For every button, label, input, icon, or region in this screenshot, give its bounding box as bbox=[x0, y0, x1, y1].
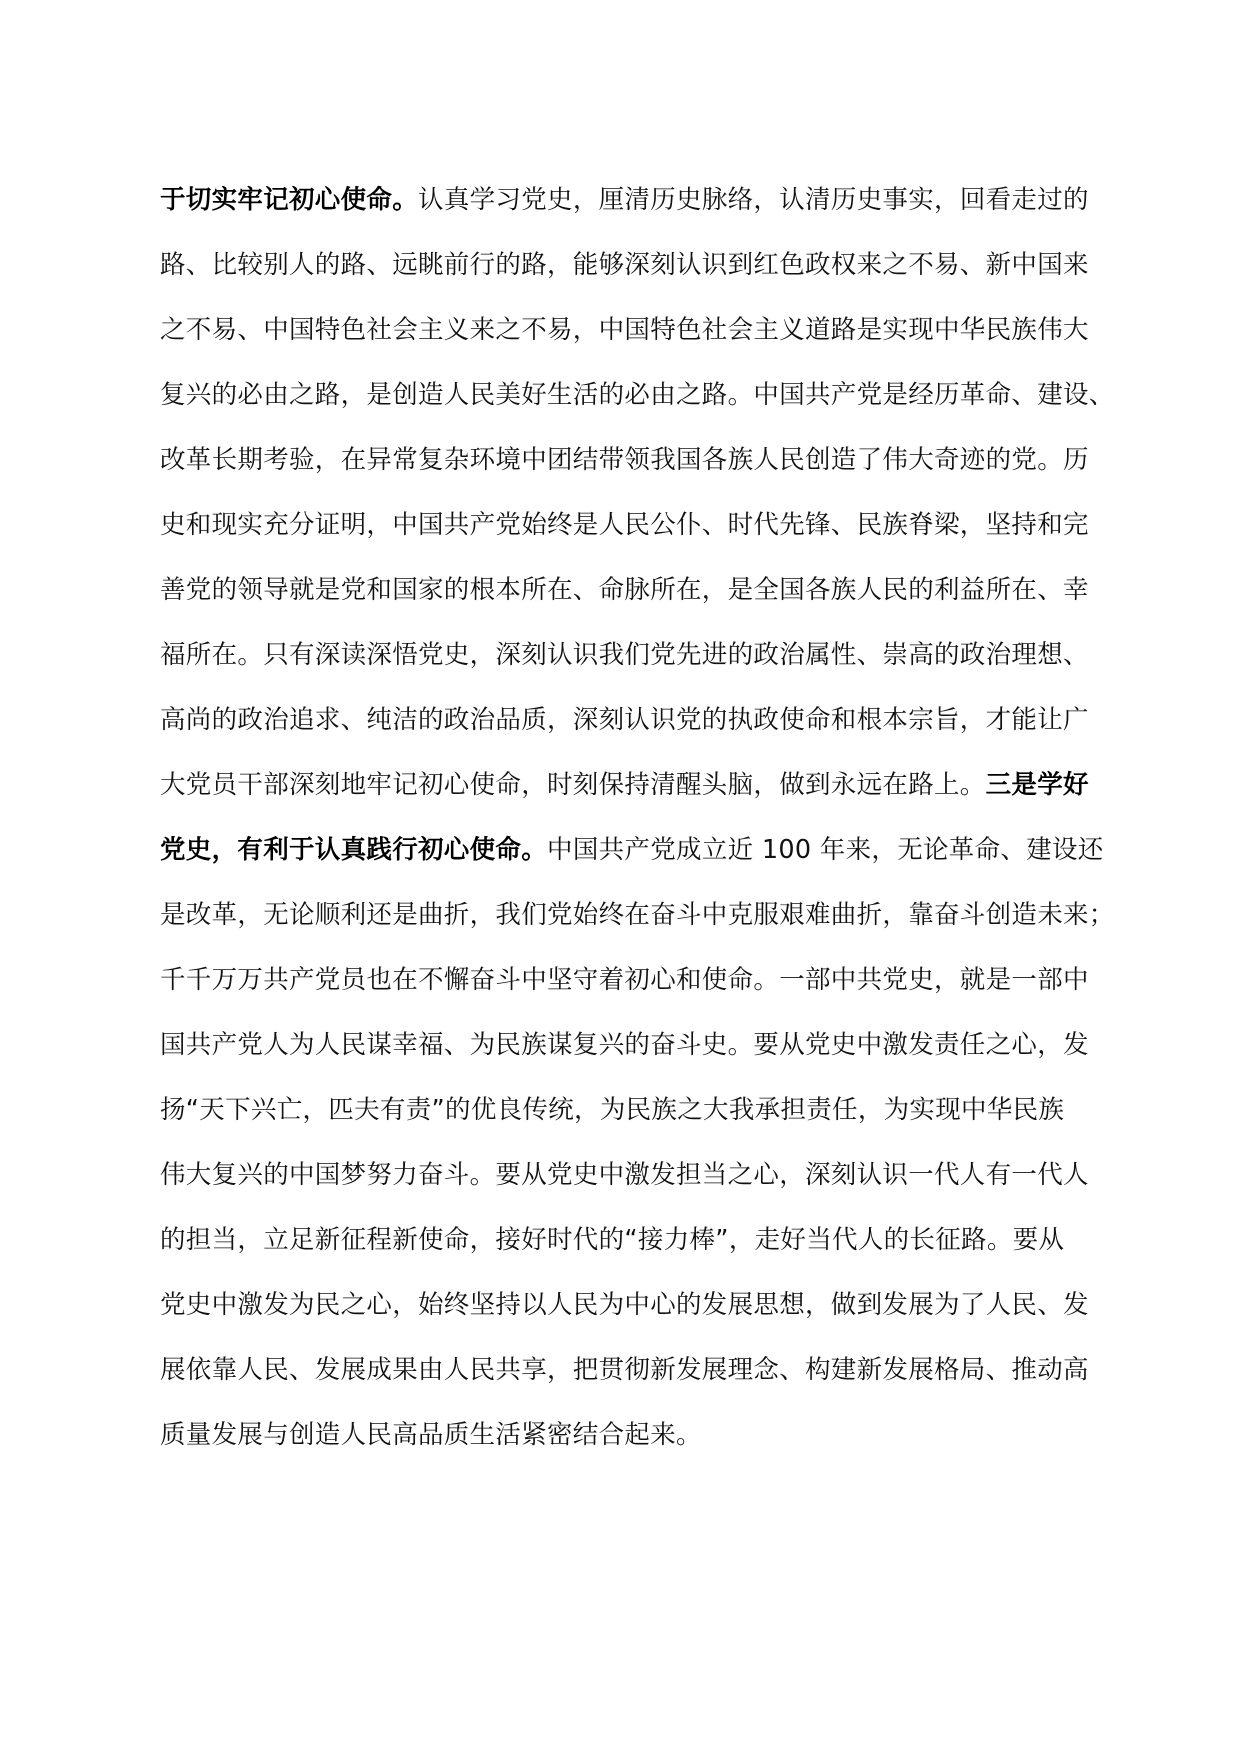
text-segment: 改革长期考验，在异常复杂环境中团结带领我国各族人民创造了伟大奇迹的党。历 bbox=[160, 445, 1089, 475]
text-line bbox=[160, 688, 1120, 753]
text-segment: 路、比较别人的路、远眺前行的路，能够深刻认识到红色政权来之不易、新中国来 bbox=[160, 250, 1089, 280]
text-line bbox=[160, 428, 1120, 493]
text-line bbox=[160, 168, 1120, 233]
text-segment: 高尚的政治追求、纯洁的政治品质，深刻认识党的执政使命和根本宗旨，才能让广 bbox=[160, 705, 1089, 735]
text-segment: 善党的领导就是党和国家的根本所在、命脉所在，是全国各族人民的利益所在、幸 bbox=[160, 575, 1089, 605]
text-segment: 质量发展与创造人民高品质生活紧密结合起来。 bbox=[160, 1420, 702, 1450]
text-line bbox=[160, 883, 1120, 948]
bold-text-segment: 党史，有利于认真践行初心使命。 bbox=[160, 835, 548, 865]
text-line bbox=[160, 818, 1120, 883]
bold-text-segment: 三是学好 bbox=[985, 770, 1089, 800]
text-segment: 之不易、中国特色社会主义来之不易，中国特色社会主义道路是实现中华民族伟大 bbox=[160, 315, 1089, 345]
text-segment: 史和现实充分证明，中国共产党始终是人民公仆、时代先锋、民族脊梁，坚持和完 bbox=[160, 510, 1089, 540]
text-segment: 认真学习党史，厘清历史脉络，认清历史事实，回看走过的 bbox=[418, 185, 1089, 215]
text-segment: 伟大复兴的中国梦努力奋斗。要从党史中激发担当之心，深刻认识一代人有一代人 bbox=[160, 1160, 1089, 1190]
text-line bbox=[160, 1403, 1120, 1468]
text-line bbox=[160, 1143, 1120, 1208]
text-segment: 是改革，无论顺利还是曲折，我们党始终在奋斗中克服艰难曲折，靠奋斗创造未来； bbox=[160, 900, 1115, 930]
text-line bbox=[160, 1078, 1120, 1143]
text-line bbox=[160, 1208, 1120, 1273]
text-line bbox=[160, 558, 1120, 623]
text-segment: 扬“天下兴亡，匹夫有责”的优良传统，为民族之大我承担责任，为实现中华民族 bbox=[160, 1095, 1065, 1125]
text-segment: 展依靠人民、发展成果由人民共享，把贯彻新发展理念、构建新发展格局、推动高 bbox=[160, 1355, 1089, 1385]
text-segment: 千千万万共产党员也在不懈奋斗中坚守着初心和使命。一部中共党史，就是一部中 bbox=[160, 965, 1089, 995]
bold-text-segment: 于切实牢记初心使命。 bbox=[160, 185, 419, 215]
text-line bbox=[160, 1338, 1120, 1403]
text-segment: 大党员干部深刻地牢记初心使命，时刻保持清醒头脑，做到永远在路上。 bbox=[160, 770, 986, 800]
text-line bbox=[160, 493, 1120, 558]
text-line bbox=[160, 1013, 1120, 1078]
text-segment: 的担当，立足新征程新使命，接好时代的“接力棒”，走好当代人的长征路。要从 bbox=[160, 1225, 1065, 1255]
text-segment: 福所在。只有深读深悟党史，深刻认识我们党先进的政治属性、崇高的政治理想、 bbox=[160, 640, 1089, 670]
text-line bbox=[160, 298, 1120, 363]
body-text bbox=[160, 168, 1120, 1468]
text-segment: 复兴的必由之路，是创造人民美好生活的必由之路。中国共产党是经历革命、建设、 bbox=[160, 380, 1115, 410]
text-segment: 中国共产党成立近 100 年来，无论革命、建设还 bbox=[547, 835, 1104, 865]
text-segment: 国共产党人为人民谋幸福、为民族谋复兴的奋斗史。要从党史中激发责任之心，发 bbox=[160, 1030, 1089, 1060]
text-line bbox=[160, 1273, 1120, 1338]
text-segment: 党史中激发为民之心，始终坚持以人民为中心的发展思想，做到发展为了人民、发 bbox=[160, 1290, 1089, 1320]
text-line bbox=[160, 363, 1120, 428]
text-line bbox=[160, 753, 1120, 818]
text-line bbox=[160, 233, 1120, 298]
text-line bbox=[160, 623, 1120, 688]
text-line bbox=[160, 948, 1120, 1013]
